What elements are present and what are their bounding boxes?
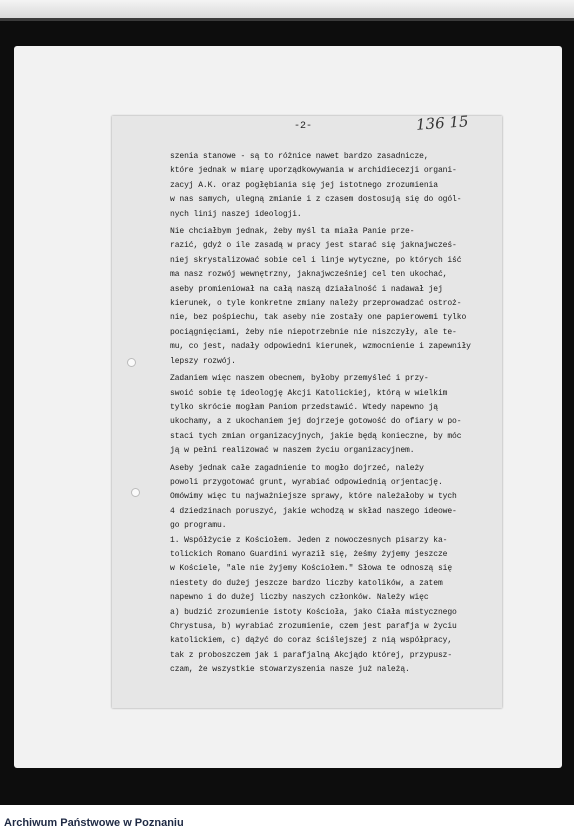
text-line: ją w pełni realizować w naszem życiu organizacyjnem.: [170, 446, 415, 456]
text-line: 4 dziedzinach poruszyć, jakie wchodzą w skład naszego ideowe-: [170, 506, 457, 516]
text-line: tak z proboszczem jak i parafjalną Akcjądo której, przypusz-: [170, 650, 453, 660]
text-line: swoić sobie tę ideologję Akcji Katolickiej, którą w wielkim: [170, 388, 448, 398]
text-line: staci tych zmian organizacyjnych, jakie będą konieczne, by móc: [170, 431, 462, 441]
text-line: mu, co jest, nadały odpowiedni kierunek, wzmocnienie i zapewniły: [170, 342, 471, 352]
film-edge: [0, 18, 574, 21]
punch-hole: [127, 358, 136, 367]
text-line: napewno i do dużej liczby naszych członków. Należy więc: [170, 593, 429, 603]
text-line: niej skrystalizować sobie cel i linje wytyczne, po których iść: [170, 255, 462, 265]
text-line: Omówimy więc tu najważniejsze sprawy, które należałoby w tych: [170, 492, 457, 502]
scan-mount: [14, 46, 562, 768]
text-line: Nie chciałbym jednak, żeby myśl ta miała Panie prze-: [170, 227, 415, 237]
text-line: 1. Współżycie z Kościołem. Jeden z nowoczesnych pisarzy ka-: [170, 535, 448, 545]
handwritten-page-number: 136 15: [415, 112, 470, 134]
text-line: kierunek, o tyle konkretne zmiany należy przeprowadzać ostroż-: [170, 299, 462, 309]
text-line: powoli przygotować grunt, wyrabiać odpowiednią orjentację.: [170, 477, 443, 487]
text-line: w nas samych, ulegną zmianie i z czasem dostosują się do ogól-: [170, 195, 462, 205]
text-line: zacyj A.K. oraz pogłębiania się jej istotnego zrozumienia: [170, 180, 438, 190]
text-line: ma nasz rozwój wewnętrzny, jaknajwcześniej cel ten ukochać,: [170, 270, 448, 280]
text-line: Zadaniem więc naszem obecnem, byłoby przemyśleć i przy-: [170, 374, 429, 384]
microfilm-frame: [0, 18, 574, 805]
text-line: a) budzić zrozumienie istoty Kościoła, jako Ciała mistycznego: [170, 607, 457, 617]
text-line: aseby promieniował na całą naszą działalność i nadawał jej: [170, 284, 443, 294]
punch-hole: [131, 488, 140, 497]
text-line: razić, gdyż o ile zasadą w pracy jest starać się jaknajwcześ-: [170, 241, 457, 251]
text-line: Aseby jednak całe zagadnienie to mogło dojrzeć, należy: [170, 463, 424, 473]
text-line: w Kościele, "ale nie żyjemy Kościołem." Słowa te odnoszą się: [170, 564, 453, 574]
document-body-text: [170, 150, 500, 678]
text-line: nie, bez pośpiechu, tak aseby nie zostały one papierowemi tylko: [170, 313, 467, 323]
text-line: katolickiem, c) dążyć do coraz ściślejszej z nią współpracy,: [170, 636, 453, 646]
text-line: czam, że wszystkie stowarzyszenia nasze już należą.: [170, 665, 410, 675]
text-line: lepszy rozwój.: [170, 356, 236, 366]
top-bar: [0, 0, 574, 18]
text-line: Chrystusa, b) wyrabiać zrozumienie, czem jest parafja w życiu: [170, 622, 457, 631]
text-line: szenia stanowe - są to różnice nawet bardzo zasadnicze,: [170, 152, 429, 161]
text-line: niestety do dużej jeszcze bardzo liczby katolików, a zatem: [170, 578, 443, 588]
text-line: pociągnięciami, żeby nie niepotrzebnie nie niszczyły, ale te-: [170, 327, 457, 337]
page-mark: -2-: [294, 121, 313, 132]
text-line: które jednak w miarę uporządkowywania w archidiecezji organi-: [170, 166, 457, 176]
footer: [0, 805, 574, 840]
text-line: tylko skrócie mogłam Paniom przedstawić. Wtedy napewno ją: [170, 402, 438, 412]
archive-label: Archiwum Państwowe w Poznaniu: [4, 817, 184, 829]
text-line: tolickich Romano Guardini wyraził się, żeśmy żyjemy jeszcze: [170, 549, 448, 559]
text-line: go programu.: [170, 521, 227, 531]
text-line: ukochamy, a z ukochaniem jej dojrzeje gotowość do ofiary w po-: [170, 417, 462, 427]
document-page: [112, 112, 502, 708]
text-line: nych linij naszej ideologji.: [170, 209, 302, 219]
